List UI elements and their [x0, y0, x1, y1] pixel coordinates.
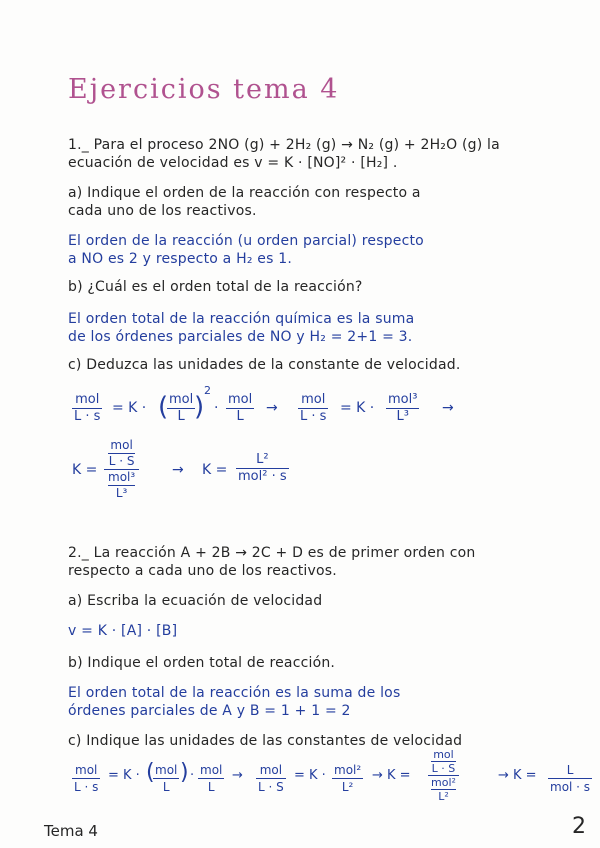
numerator: mol [301, 392, 326, 407]
numerator: mol [75, 392, 100, 407]
ex1-answer-b-line2: de los órdenes parciales de NO y H₂ = 2+1 = 3. [68, 329, 413, 345]
numerator: mol [200, 763, 223, 777]
ex2-eq-arrow-k2: → K = [498, 768, 537, 783]
ex2-eq-dot: · [190, 768, 195, 783]
numerator: L² [256, 452, 269, 467]
footer-topic: Tema 4 [44, 822, 98, 840]
ex1-eq2-k-equals: K = [72, 462, 98, 478]
ex2-answer-a: v = K · [A] · [B] [68, 623, 178, 639]
ex1-answer-b-line1: El orden total de la reacción química es la suma [68, 311, 415, 327]
denominator: mol² · s [238, 469, 287, 484]
ex2-answer-b-line2: órdenes parciales de A y B = 1 + 1 = 2 [68, 703, 351, 719]
page-title: Ejercicios tema 4 [68, 74, 340, 105]
ex2-question-a: a) Escriba la ecuación de velocidad [68, 593, 323, 609]
ex2-eq-paren-open: ( [146, 760, 155, 785]
compound-numerator [104, 438, 139, 469]
ex1-eq2-result-fraction [236, 452, 289, 485]
denominator: L · S [258, 780, 284, 794]
compound-denominator [104, 469, 139, 501]
ex2-eq-equals-k2: = K · [294, 768, 326, 783]
ex1-answer-a-line1: El orden de la reacción (u orden parcial) respecto [68, 233, 424, 249]
ex2-eq-result-fraction [548, 762, 592, 795]
ex1-eq1-dot: · [214, 400, 219, 416]
denominator: L [226, 408, 254, 425]
denominator: L [153, 778, 179, 795]
ex2-statement-line1: 2._ La reacción A + 2B → 2C + D es de primer orden con [68, 545, 476, 561]
ex2-question-c: c) Indique las unidades de las constantes de velocidad [68, 733, 463, 749]
ex1-answer-a-line2: a NO es 2 y respecto a H₂ es 1. [68, 251, 293, 267]
ex2-answer-b-line1: El orden total de la reacción es la suma de los [68, 685, 401, 701]
ex2-eq-fraction-conc [153, 762, 179, 795]
ex1-statement-line2: ecuación de velocidad es v = K · [NO]² · [H₂] . [68, 155, 398, 171]
ex1-question-a-line2: cada uno de los reactivos. [68, 203, 257, 219]
ex1-question-b: b) ¿Cuál es el orden total de la reacción? [68, 279, 363, 295]
numerator: mol³ [388, 392, 418, 407]
ex1-eq1-fraction-mol3 [386, 392, 419, 425]
numerator-bottom: L · S [431, 762, 456, 775]
ex2-eq-compound-fraction [428, 748, 459, 803]
ex1-eq2-k-equals2: K = [202, 462, 228, 478]
ex1-eq2-compound-fraction [104, 438, 139, 501]
denominator: L³ [386, 408, 419, 425]
ex1-eq1-fraction-conc2 [226, 392, 254, 425]
numerator: L [566, 763, 574, 777]
denominator-top: mol² [431, 776, 456, 789]
ex2-eq-equals-k: = K · [108, 768, 140, 783]
ex1-eq1-arrow: → [266, 400, 278, 416]
numerator-bottom: L · S [108, 454, 135, 468]
denominator-top: mol³ [108, 470, 136, 484]
numerator: mol [155, 763, 178, 777]
ex1-question-c: c) Deduzca las unidades de la constante de velocidad. [68, 357, 461, 373]
ex2-eq-arrow-k: → K = [372, 768, 411, 783]
compound-denominator [428, 775, 459, 803]
denominator: L · s [74, 409, 101, 424]
ex1-eq1-equals-k: = K · [112, 400, 147, 416]
page-number: 2 [572, 814, 586, 839]
ex2-eq-fraction-mol2 [332, 762, 363, 795]
ex2-question-b: b) Indique el orden total de reacción. [68, 655, 336, 671]
denominator-bottom: L³ [108, 485, 135, 501]
compound-numerator [428, 748, 459, 775]
ex1-eq1-fraction-conc [167, 392, 195, 425]
ex2-statement-line2: respecto a cada uno de los reactivos. [68, 563, 337, 579]
denominator: L [167, 408, 195, 425]
denominator: L [198, 778, 224, 795]
ex1-eq1-exponent: 2 [204, 384, 211, 397]
ex1-eq1-fraction-rate [72, 392, 102, 425]
numerator: mol [75, 763, 98, 777]
numerator-top: mol [110, 438, 133, 452]
ex1-eq1-paren-open: ( [158, 392, 169, 422]
ex1-eq1-arrow2: → [442, 400, 454, 416]
numerator: mol [259, 763, 283, 777]
ex1-question-a-line1: a) Indique el orden de la reacción con respecto a [68, 185, 421, 201]
ex1-eq1-fraction-rate2 [298, 392, 328, 425]
denominator: mol · s [550, 780, 591, 794]
denominator: L · s [74, 780, 99, 794]
denominator: L · s [300, 409, 327, 424]
ex2-eq-fraction-rate2 [256, 762, 286, 795]
numerator-top: mol [433, 748, 454, 761]
ex2-eq-fraction-conc2 [198, 762, 224, 795]
ex1-eq1-paren-close: ) [194, 392, 205, 422]
denominator-bottom: L² [431, 789, 456, 803]
ex1-statement-line1: 1._ Para el proceso 2NO (g) + 2H₂ (g) → N₂ (g) + 2H₂O (g) la [68, 137, 500, 153]
ex1-eq1-equals-k2: = K · [340, 400, 375, 416]
ex1-eq2-arrow: → [172, 462, 184, 478]
denominator: L² [332, 778, 363, 795]
ex2-eq-fraction-rate [72, 762, 100, 795]
ex2-eq-arrow: → [232, 768, 243, 783]
numerator: mol [228, 392, 253, 407]
numerator: mol [169, 392, 194, 407]
numerator: mol² [334, 763, 362, 777]
ex2-eq-paren-close: ) [180, 760, 189, 785]
